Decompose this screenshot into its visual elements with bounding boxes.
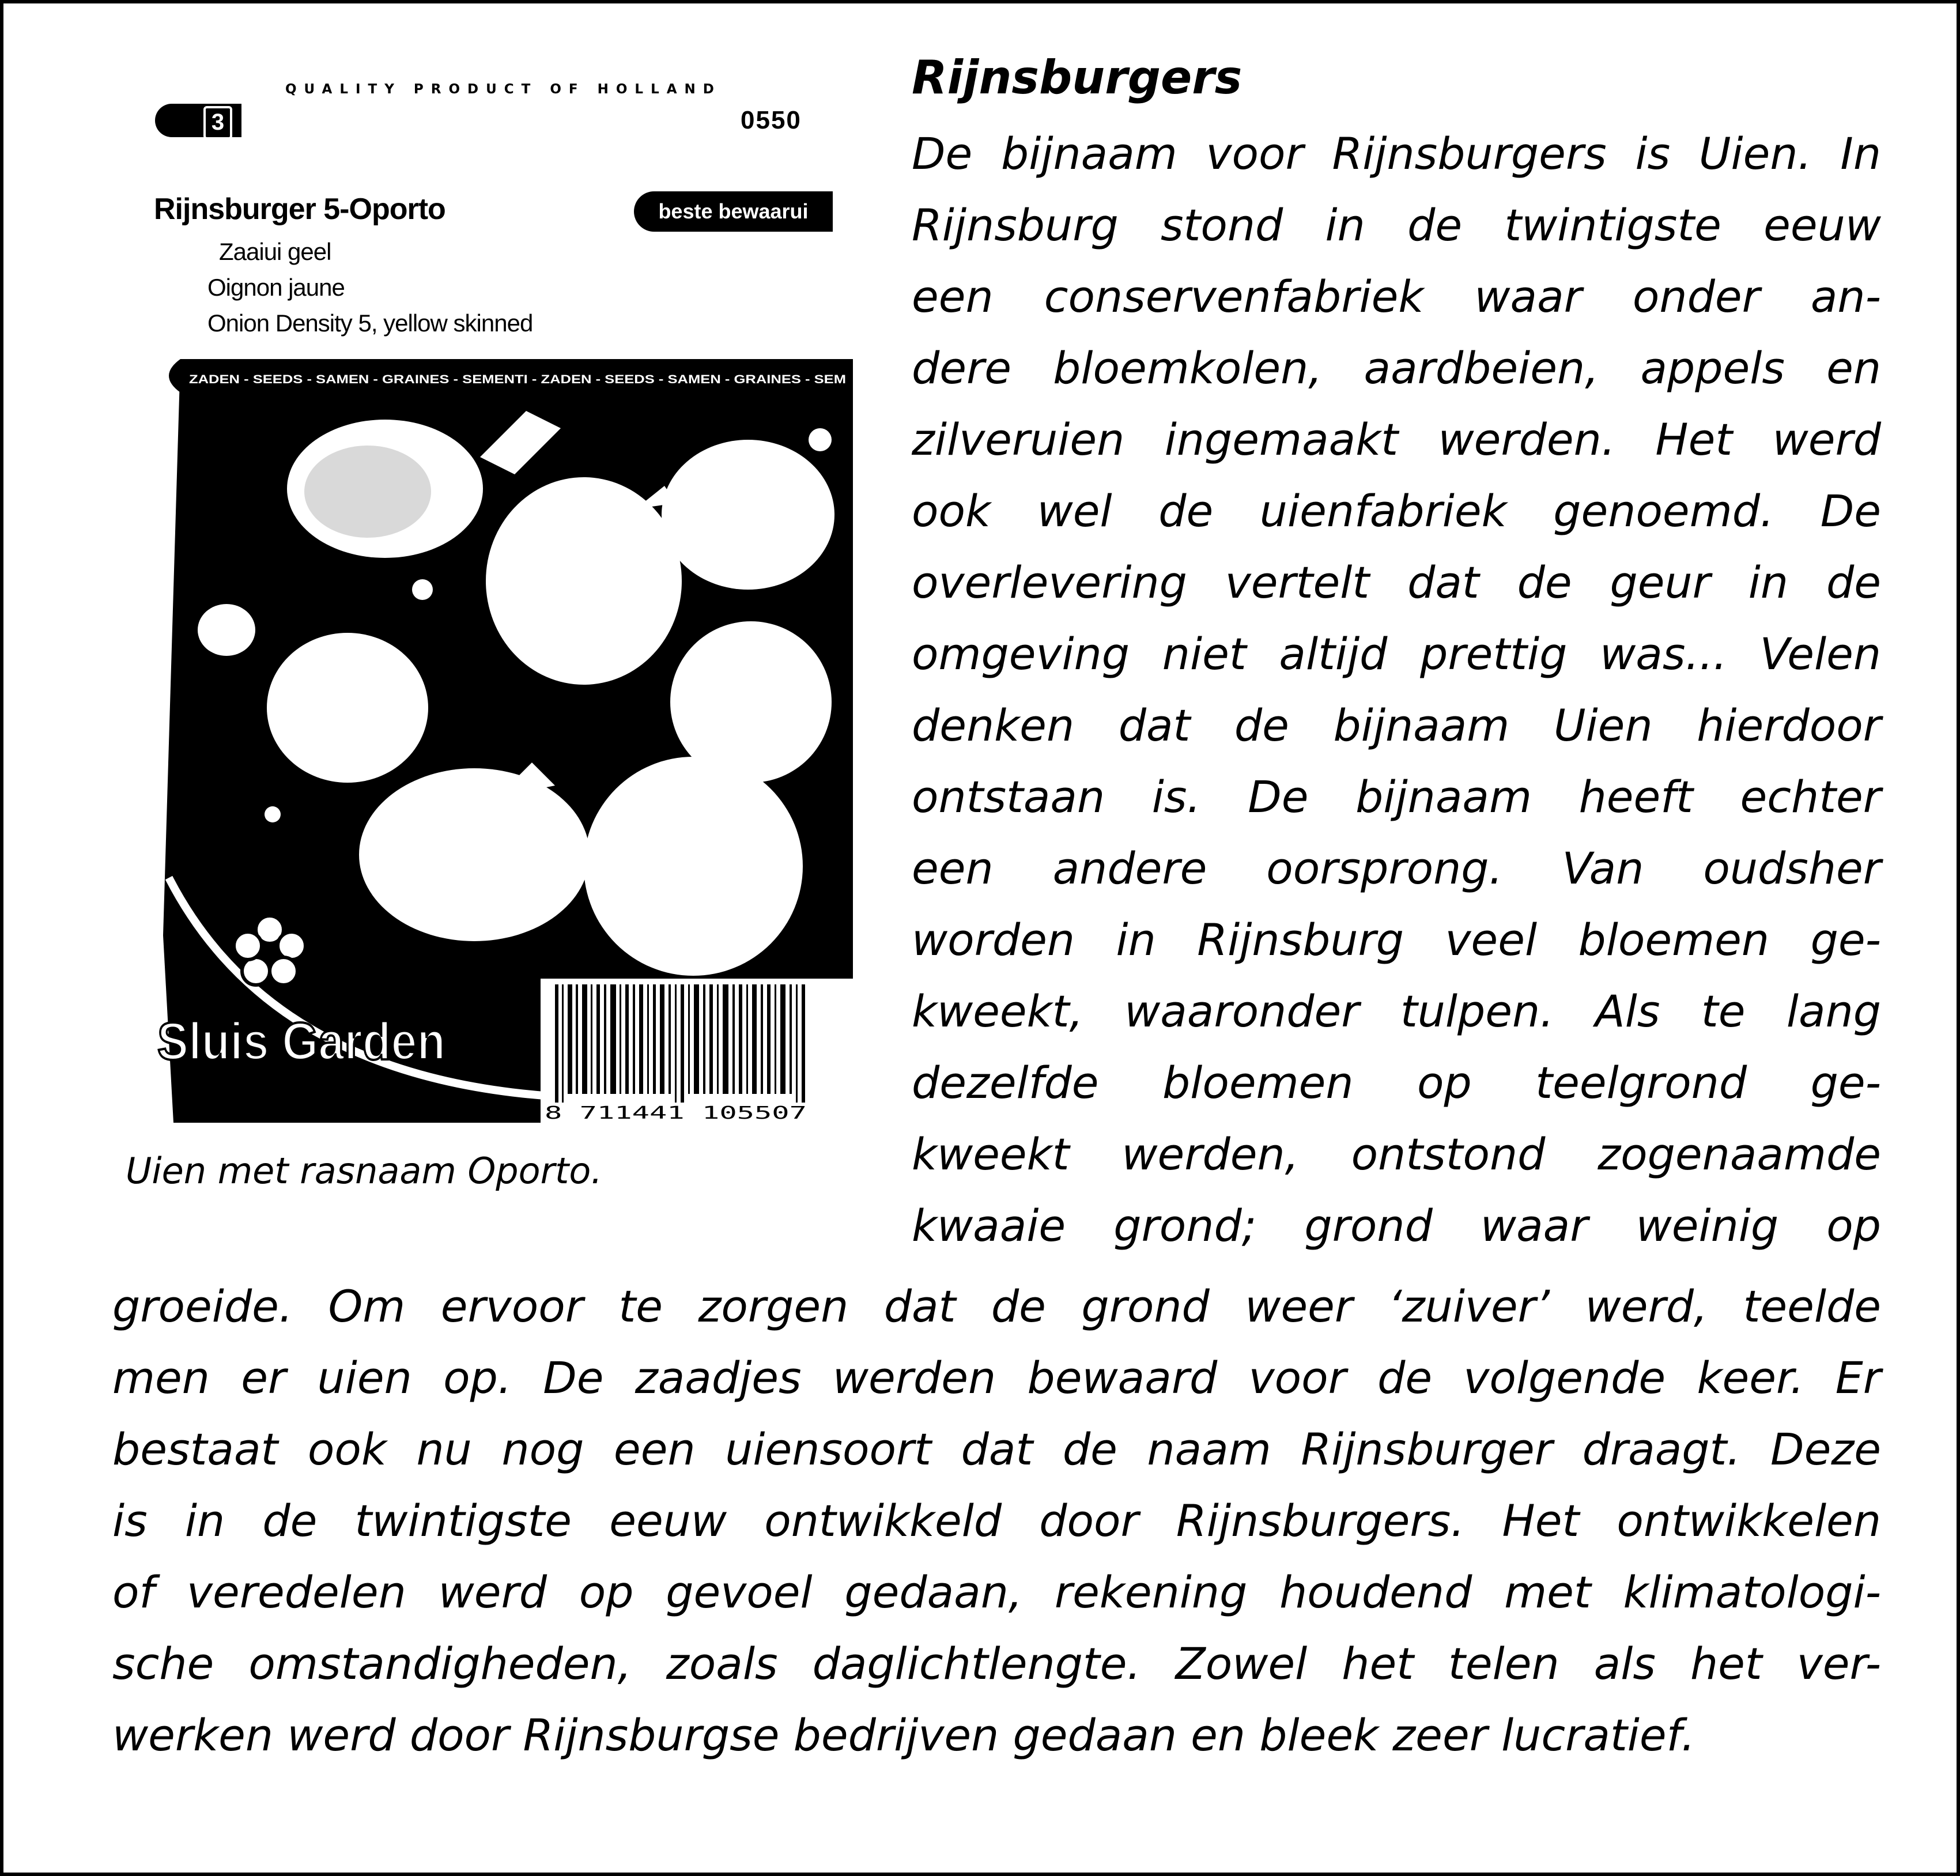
- barcode-number: 8 711441 105507: [545, 1103, 807, 1123]
- packet-code: 0550: [741, 106, 802, 134]
- text-line: zilveruien ingemaakt werden. Het werd: [912, 414, 1881, 465]
- text-line: werken werd door Rijnsburgse bedrijven gedaan en bleek zeer lucratief.: [112, 1709, 1695, 1761]
- article-title: Rijnsburgers: [912, 51, 1243, 104]
- text-line: ontstaan is. De bijnaam heeft echter: [912, 771, 1881, 822]
- brand-logo-text: Sluis Garden: [157, 1012, 445, 1071]
- seeds-banner-text: ZADEN - SEEDS - SAMEN - GRAINES - SEMENTI - ZADEN - SEEDS - SAMEN - GRAINES - SEM: [189, 373, 846, 386]
- text-line: kweekt werden, ontstond zogenaamde: [912, 1128, 1881, 1180]
- text-line: overlevering vertelt dat de geur in de: [912, 557, 1881, 608]
- subname-french: Oignon jaune: [207, 274, 345, 301]
- text-line: groeide. Om ervoor te zorgen dat de grond weer ‘zuiver’ werd, teelde: [112, 1281, 1881, 1332]
- article-column-text: [912, 118, 1881, 1262]
- text-line: een conservenfabriek waar onder an-: [912, 271, 1881, 322]
- subname-dutch: Zaaiui geel: [219, 238, 331, 265]
- text-line: bestaat ook nu nog een uiensoort dat de naam Rijnsburger draagt. Deze: [112, 1424, 1881, 1475]
- variety-subnames: [207, 234, 533, 341]
- text-line: of veredelen werd op gevoel gedaan, rekening houdend met klimatologi-: [112, 1567, 1881, 1618]
- number-badge: [155, 104, 241, 137]
- onion-photo: [157, 359, 853, 1123]
- text-line: worden in Rijnsburg veel bloemen ge-: [912, 914, 1881, 965]
- subname-english: Onion Density 5, yellow skinned: [207, 309, 533, 337]
- text-line: dere bloemkolen, aardbeien, appels en: [912, 342, 1881, 394]
- text-line: sche omstandigheden, zoals daglichtlengte. Zowel het telen als het ver-: [112, 1638, 1881, 1689]
- variety-name: Rijnsburger 5-Oporto: [154, 192, 445, 226]
- text-line: dezelfde bloemen op teelgrond ge-: [912, 1057, 1881, 1108]
- text-line: men er uien op. De zaadjes werden bewaard voor de volgende keer. Er: [112, 1352, 1881, 1403]
- text-line: omgeving niet altijd prettig was... Velen: [912, 628, 1881, 680]
- badge-number: 3: [203, 106, 232, 139]
- text-line: kwaaie grond; grond waar weinig op: [912, 1200, 1881, 1251]
- text-line: Rijnsburg stond in de twintigste eeuw: [912, 199, 1881, 251]
- text-line: De bijnaam voor Rijnsburgers is Uien. In: [912, 128, 1881, 179]
- text-line: is in de twintigste eeuw ontwikkeld door Rijnsburgers. Het ontwikkelen: [112, 1495, 1881, 1546]
- quality-label: QUALITY PRODUCT OF HOLLAND: [285, 82, 722, 97]
- text-line: denken dat de bijnaam Uien hierdoor: [912, 700, 1881, 751]
- text-line: kweekt, waaronder tulpen. Als te lang: [912, 986, 1881, 1037]
- text-line: ook wel de uienfabriek genoemd. De: [912, 485, 1881, 537]
- tagline-badge: beste bewaarui: [634, 191, 833, 232]
- text-line: een andere oorsprong. Van oudsher: [912, 843, 1881, 894]
- figure-caption: Uien met rasnaam Oporto.: [126, 1150, 603, 1192]
- seed-packet-figure: [147, 68, 853, 1123]
- article-full-width-text: [112, 1271, 1881, 1771]
